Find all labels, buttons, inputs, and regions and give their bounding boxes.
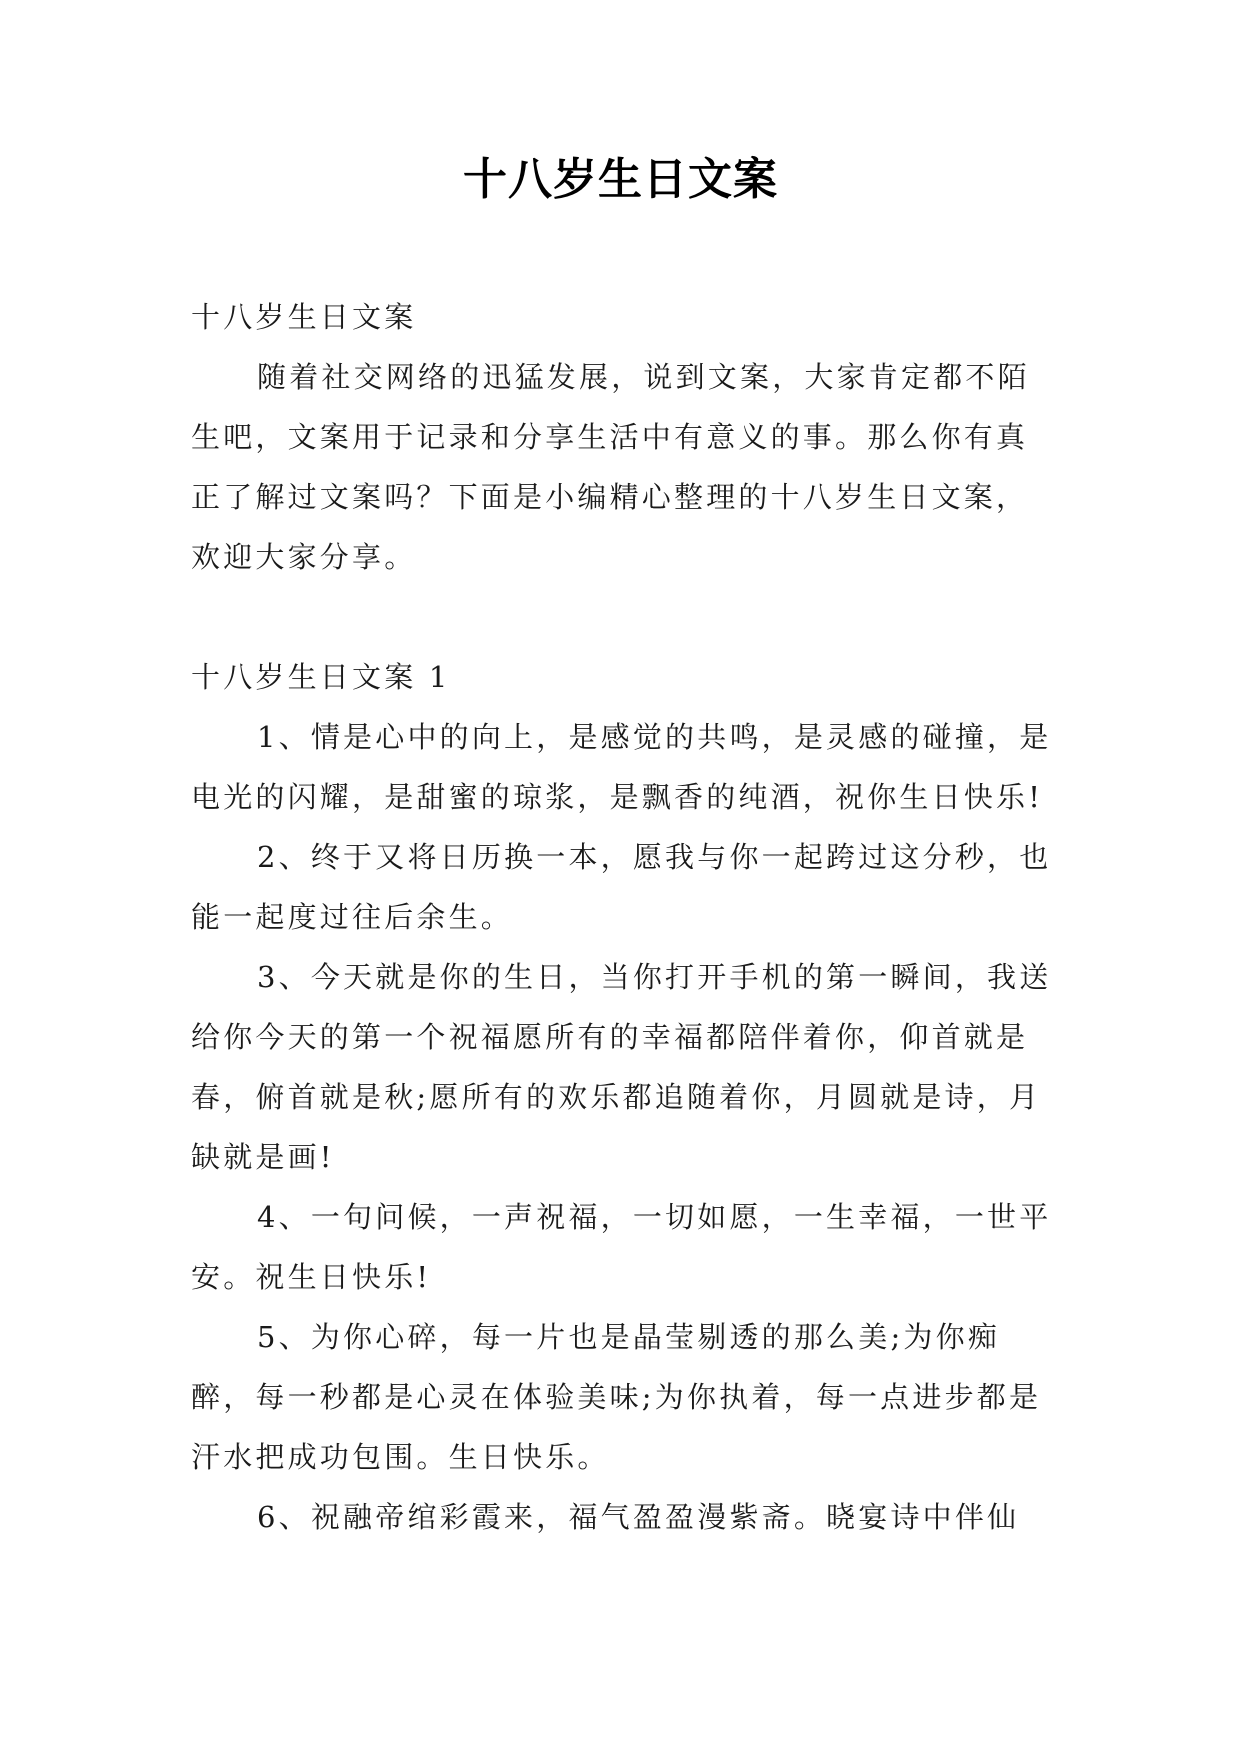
list-item: 1、情是心中的向上，是感觉的共鸣，是灵感的碰撞，是电光的闪耀，是甜蜜的琼浆，是飘香的纯酒，祝你生日快乐! — [191, 720, 1052, 814]
paragraph-gap — [191, 587, 1055, 647]
page-title: 十八岁生日文案 — [463, 154, 778, 205]
section-heading: 十八岁生日文案 1 — [191, 660, 451, 694]
document-subtitle: 十八岁生日文案 — [191, 300, 417, 334]
list-item: 5、为你心碎，每一片也是晶莹剔透的那么美;为你痴醉，每一秒都是心灵在体验美味;为你执着，每一点进步都是汗水把成功包围。生日快乐。 — [191, 1320, 1042, 1474]
document-body — [191, 287, 1055, 1547]
intro-paragraph: 随着社交网络的迅猛发展，说到文案，大家肯定都不陌生吧，文案用于记录和分享生活中有意义的事。那么你有真正了解过文案吗？下面是小编精心整理的十八岁生日文案，欢迎大家分享。 — [191, 360, 1030, 574]
list-item: 2、终于又将日历换一本，愿我与你一起跨过这分秒，也能一起度过往后余生。 — [191, 840, 1052, 934]
list-item: 3、今天就是你的生日，当你打开手机的第一瞬间，我送给你今天的第一个祝福愿所有的幸福都陪伴着你，仰首就是春，俯首就是秋;愿所有的欢乐都追随着你，月圆就是诗，月缺就是画! — [191, 960, 1052, 1174]
list-item: 6、祝融帝绾彩霞来，福气盈盈漫紫斋。晓宴诗中伴仙 — [257, 1500, 1020, 1534]
list-item: 4、一句问候，一声祝福，一切如愿，一生幸福，一世平安。祝生日快乐! — [191, 1200, 1052, 1294]
